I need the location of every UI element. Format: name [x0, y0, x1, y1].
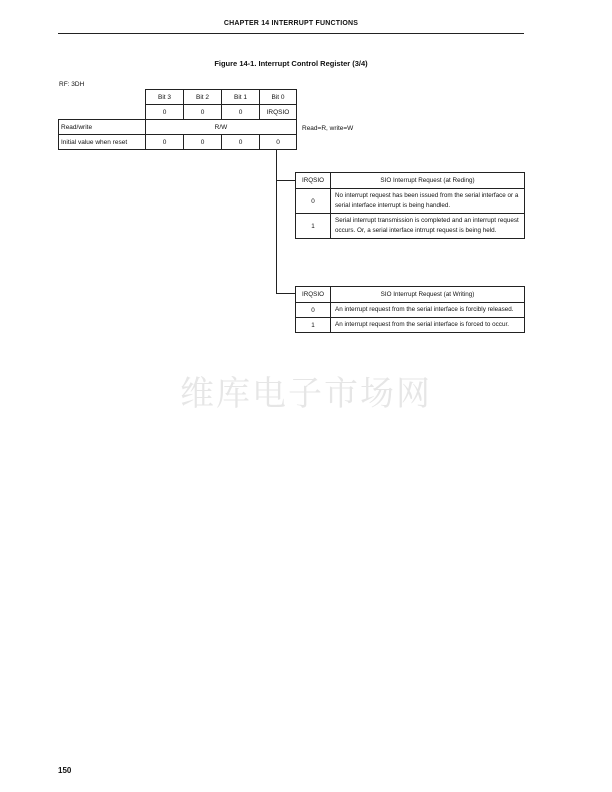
writing-table	[295, 286, 525, 333]
register-address: RF: 3DH	[59, 81, 85, 88]
description-header: SIO Interrupt Request (at Reding)	[331, 173, 525, 189]
description-text: No interrupt request has been issued from the serial interface or a serial interface interrupt is being handled.	[331, 189, 525, 214]
chapter-header: CHAPTER 14 INTERRUPT FUNCTIONS	[223, 20, 359, 27]
figure-title: Figure 14-1. Interrupt Control Register (3/4)	[214, 59, 368, 68]
connector-line	[276, 180, 277, 294]
read-write-note: Read=R, write=W	[302, 125, 354, 132]
reading-table	[295, 172, 525, 239]
connector-line	[276, 180, 295, 181]
flag-value: 1	[296, 214, 331, 239]
bit-header: Bit 3	[146, 90, 184, 105]
table-header-row	[296, 173, 525, 189]
bit-value: 0	[222, 105, 260, 120]
watermark: 维库电子市场网	[180, 374, 432, 414]
table-row	[296, 214, 525, 239]
description-text: An interrupt request from the serial interface is forced to occur.	[331, 318, 525, 333]
header-rule	[58, 33, 524, 34]
row-label: Read/write	[59, 120, 146, 135]
bit-header: Bit 1	[222, 90, 260, 105]
reset-value: 0	[222, 135, 260, 150]
bit-header-row	[59, 90, 297, 105]
reset-value-row	[59, 135, 297, 150]
bit-header: Bit 2	[184, 90, 222, 105]
table-row	[296, 303, 525, 318]
bit-header: Bit 0	[260, 90, 297, 105]
bit-value: 0	[146, 105, 184, 120]
flag-header: IRQSIO	[296, 173, 331, 189]
read-write-value: R/W	[146, 120, 297, 135]
description-text: Serial interrupt transmission is completed and an interrupt request occurs. Or, a serial interface intrrupt request is being held.	[331, 214, 525, 239]
reset-value: 0	[260, 135, 297, 150]
register-table	[58, 89, 297, 150]
flag-value: 1	[296, 318, 331, 333]
reset-value: 0	[146, 135, 184, 150]
bit-value: 0	[184, 105, 222, 120]
description-text: An interrupt request from the serial interface is forcibly released.	[331, 303, 525, 318]
flag-value: 0	[296, 303, 331, 318]
table-row	[296, 189, 525, 214]
read-write-row	[59, 120, 297, 135]
table-row	[296, 318, 525, 333]
bit-value-row	[59, 105, 297, 120]
bit-value: IRQSIO	[260, 105, 297, 120]
description-header: SIO Interrupt Request (at Writing)	[331, 287, 525, 303]
row-label: Initial value when reset	[59, 135, 146, 150]
page-number: 150	[58, 766, 72, 775]
reset-value: 0	[184, 135, 222, 150]
connector-line	[276, 149, 277, 181]
table-header-row	[296, 287, 525, 303]
connector-line	[276, 293, 295, 294]
flag-header: IRQSIO	[296, 287, 331, 303]
flag-value: 0	[296, 189, 331, 214]
